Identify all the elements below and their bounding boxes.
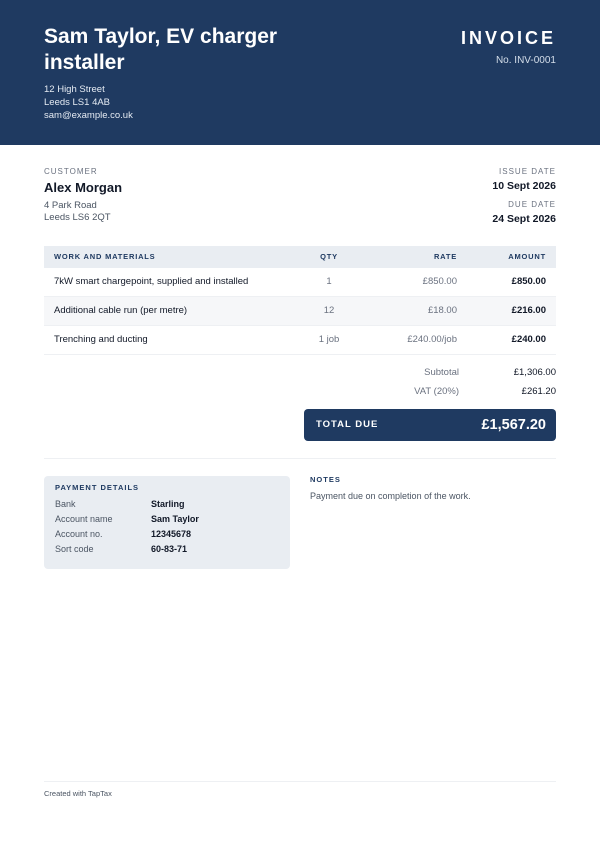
vat-value: £261.20 bbox=[521, 386, 556, 397]
total-due-box bbox=[304, 409, 556, 441]
business-address-line: 12 High Street bbox=[44, 84, 105, 95]
business-email: sam@example.co.uk bbox=[44, 110, 133, 121]
item-qty: 1 bbox=[326, 276, 332, 287]
item-rate: £18.00 bbox=[427, 305, 457, 316]
payment-key: Bank bbox=[55, 499, 76, 509]
item-description: Additional cable run (per metre) bbox=[54, 305, 188, 316]
notes-body: Payment due on completion of the work. bbox=[310, 491, 471, 501]
table-row bbox=[44, 268, 556, 297]
invoice-number: No. INV-0001 bbox=[495, 55, 556, 66]
issue-date-value: 10 Sept 2026 bbox=[492, 180, 556, 192]
total-due-value: £1,567.20 bbox=[481, 417, 546, 433]
header-qty: QTY bbox=[320, 252, 338, 261]
customer-address-line: Leeds LS6 2QT bbox=[44, 212, 111, 223]
payment-value: 12345678 bbox=[151, 529, 192, 539]
table-row bbox=[44, 297, 556, 326]
payment-value: Sam Taylor bbox=[151, 514, 199, 524]
business-address bbox=[44, 83, 133, 122]
dates-block bbox=[492, 167, 556, 225]
subtotal-label: Subtotal bbox=[424, 367, 459, 378]
payment-value: Starling bbox=[151, 499, 185, 509]
item-qty: 1 job bbox=[318, 334, 340, 345]
items-table bbox=[44, 246, 556, 355]
header-work-materials: WORK AND MATERIALS bbox=[54, 252, 156, 261]
item-rate: £240.00/job bbox=[407, 334, 457, 345]
due-date-label: DUE DATE bbox=[508, 200, 556, 209]
items-table-header bbox=[44, 246, 556, 268]
customer-name: Alex Morgan bbox=[44, 180, 123, 195]
vat-label: VAT (20%) bbox=[414, 386, 459, 397]
footer-divider bbox=[44, 781, 556, 782]
customer-label: CUSTOMER bbox=[44, 167, 98, 176]
invoice-title: INVOICE bbox=[460, 28, 556, 48]
item-amount: £216.00 bbox=[511, 305, 546, 316]
payment-value: 60-83-71 bbox=[151, 544, 188, 554]
header-rate: RATE bbox=[433, 252, 457, 261]
item-description: 7kW smart chargepoint, supplied and installed bbox=[54, 276, 249, 287]
customer-address bbox=[44, 200, 122, 224]
business-address-line: Leeds LS1 4AB bbox=[44, 97, 111, 108]
issue-date-label: ISSUE DATE bbox=[499, 167, 556, 176]
item-qty: 12 bbox=[323, 305, 335, 316]
due-date-value: 24 Sept 2026 bbox=[492, 213, 556, 225]
payment-details-title: PAYMENT DETAILS bbox=[55, 483, 140, 492]
payment-details-box bbox=[44, 476, 290, 569]
business-name: Sam Taylor, EV charger installer bbox=[44, 25, 278, 74]
payment-key: Account name bbox=[55, 514, 113, 524]
section-divider bbox=[44, 458, 556, 459]
table-row bbox=[44, 326, 556, 355]
item-rate: £850.00 bbox=[422, 276, 457, 287]
item-amount: £850.00 bbox=[511, 276, 546, 287]
customer-address-line: 4 Park Road bbox=[44, 200, 97, 211]
item-description: Trenching and ducting bbox=[54, 334, 148, 345]
header-amount: AMOUNT bbox=[508, 252, 546, 261]
total-due-label: TOTAL DUE bbox=[316, 419, 379, 430]
notes-title: NOTES bbox=[310, 475, 341, 484]
customer-block bbox=[44, 167, 122, 224]
invoice-header bbox=[0, 0, 600, 145]
payment-key: Sort code bbox=[55, 544, 94, 554]
subtotal-value: £1,306.00 bbox=[513, 367, 556, 378]
payment-key: Account no. bbox=[55, 529, 103, 539]
item-amount: £240.00 bbox=[511, 334, 546, 345]
footer-credit: Created with TapTax bbox=[44, 789, 112, 798]
